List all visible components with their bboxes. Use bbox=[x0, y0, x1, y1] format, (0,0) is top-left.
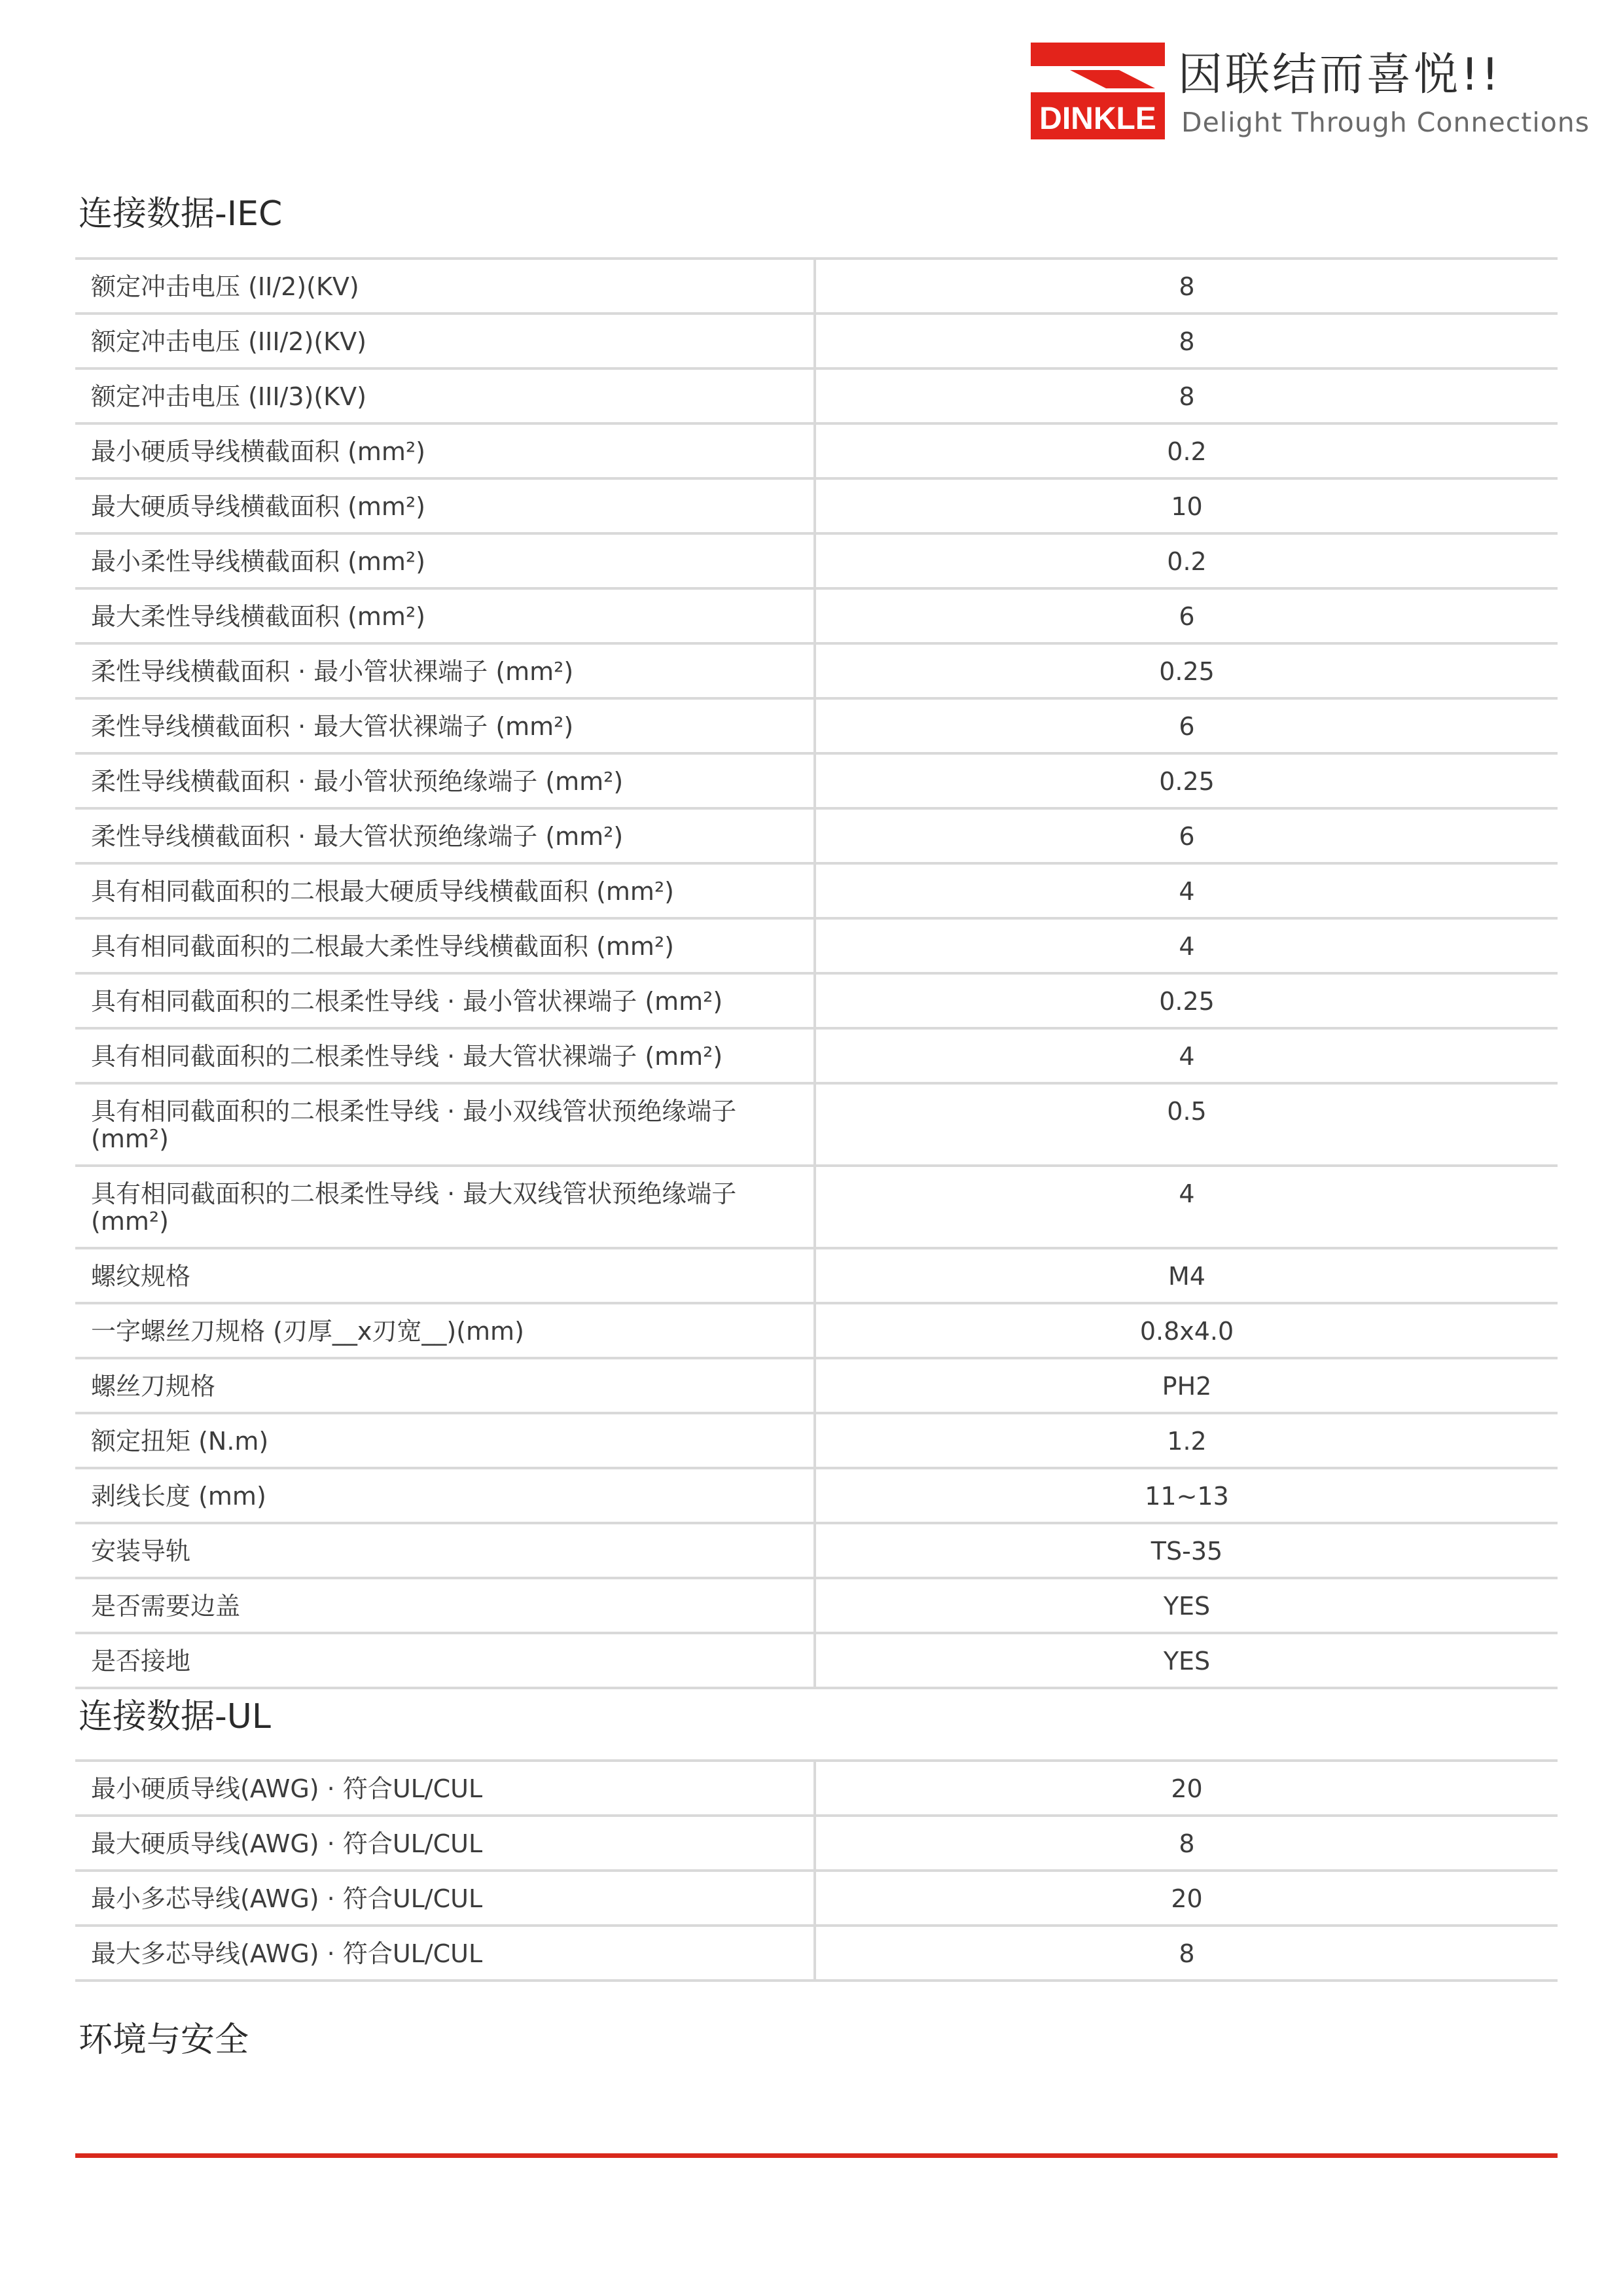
spec-row bbox=[75, 643, 1558, 698]
spec-label: 最小硬质导线(AWG) · 符合UL/CUL bbox=[75, 1761, 815, 1816]
ul-spec-table bbox=[75, 1759, 1558, 1982]
logo-slogan-cn: 因联结而喜悦!! bbox=[1178, 49, 1502, 101]
spec-value: M4 bbox=[815, 1248, 1558, 1303]
spec-row bbox=[75, 1028, 1558, 1083]
spec-label: 柔性导线横截面积 · 最小管状预绝缘端子 (mm²) bbox=[75, 753, 815, 808]
spec-value: YES bbox=[815, 1578, 1558, 1633]
spec-value: 0.2 bbox=[815, 423, 1558, 478]
logo-slogan-en: Delight Through Connections bbox=[1181, 107, 1590, 138]
spec-row bbox=[75, 863, 1558, 918]
spec-row bbox=[75, 478, 1558, 533]
spec-value: 6 bbox=[815, 698, 1558, 753]
spec-value: 8 bbox=[815, 368, 1558, 423]
spec-value: 0.25 bbox=[815, 973, 1558, 1028]
spec-label: 额定扭矩 (N.m) bbox=[75, 1413, 815, 1468]
iec-spec-table-body bbox=[75, 259, 1558, 1688]
spec-value: 0.25 bbox=[815, 753, 1558, 808]
spec-label: 具有相同截面积的二根柔性导线 · 最大管状裸端子 (mm²) bbox=[75, 1028, 815, 1083]
spec-label: 额定冲击电压 (III/3)(KV) bbox=[75, 368, 815, 423]
spec-label: 最小柔性导线横截面积 (mm²) bbox=[75, 533, 815, 588]
spec-label: 额定冲击电压 (III/2)(KV) bbox=[75, 314, 815, 368]
spec-label: 具有相同截面积的二根最大硬质导线横截面积 (mm²) bbox=[75, 863, 815, 918]
spec-row bbox=[75, 1358, 1558, 1413]
spec-value: 11~13 bbox=[815, 1468, 1558, 1523]
spec-row bbox=[75, 1083, 1558, 1166]
spec-value: 0.2 bbox=[815, 533, 1558, 588]
spec-label: 最大硬质导线横截面积 (mm²) bbox=[75, 478, 815, 533]
spec-label: 具有相同截面积的二根柔性导线 · 最小管状裸端子 (mm²) bbox=[75, 973, 815, 1028]
logo-brand-text: DINKLE bbox=[1039, 101, 1156, 136]
spec-value: 8 bbox=[815, 1926, 1558, 1981]
spec-label: 是否需要边盖 bbox=[75, 1578, 815, 1633]
spec-value: 20 bbox=[815, 1871, 1558, 1926]
spec-row bbox=[75, 423, 1558, 478]
spec-row bbox=[75, 259, 1558, 314]
spec-value: YES bbox=[815, 1633, 1558, 1688]
spec-row bbox=[75, 1578, 1558, 1633]
footer-red-rule bbox=[75, 2153, 1558, 2158]
spec-row bbox=[75, 1816, 1558, 1871]
spec-label: 螺丝刀规格 bbox=[75, 1358, 815, 1413]
spec-row bbox=[75, 1633, 1558, 1688]
spec-value: 1.2 bbox=[815, 1413, 1558, 1468]
spec-label: 具有相同截面积的二根柔性导线 · 最小双线管状预绝缘端子 (mm²) bbox=[75, 1083, 815, 1166]
spec-value: 8 bbox=[815, 1816, 1558, 1871]
dinkle-logo bbox=[1031, 43, 1590, 141]
spec-row bbox=[75, 1926, 1558, 1981]
spec-value: 0.25 bbox=[815, 643, 1558, 698]
spec-row bbox=[75, 1413, 1558, 1468]
spec-row bbox=[75, 973, 1558, 1028]
spec-row bbox=[75, 1761, 1558, 1816]
spec-label: 最大硬质导线(AWG) · 符合UL/CUL bbox=[75, 1816, 815, 1871]
spec-label: 最大多芯导线(AWG) · 符合UL/CUL bbox=[75, 1926, 815, 1981]
spec-row bbox=[75, 1468, 1558, 1523]
spec-value: 10 bbox=[815, 478, 1558, 533]
spec-value: 8 bbox=[815, 314, 1558, 368]
ul-spec-table-body bbox=[75, 1761, 1558, 1981]
spec-label: 最小硬质导线横截面积 (mm²) bbox=[75, 423, 815, 478]
spec-label: 最大柔性导线横截面积 (mm²) bbox=[75, 588, 815, 643]
spec-row bbox=[75, 808, 1558, 863]
spec-value: 4 bbox=[815, 1028, 1558, 1083]
spec-value: 6 bbox=[815, 808, 1558, 863]
spec-value: 8 bbox=[815, 259, 1558, 314]
section-title-ul: 连接数据-UL bbox=[79, 1697, 271, 1736]
section-title-environment: 环境与安全 bbox=[79, 2020, 249, 2060]
spec-value: 6 bbox=[815, 588, 1558, 643]
spec-value: 4 bbox=[815, 1166, 1558, 1248]
spec-row bbox=[75, 1248, 1558, 1303]
spec-row bbox=[75, 918, 1558, 973]
spec-value: 4 bbox=[815, 863, 1558, 918]
spec-row bbox=[75, 588, 1558, 643]
spec-label: 具有相同截面积的二根最大柔性导线横截面积 (mm²) bbox=[75, 918, 815, 973]
spec-label: 安装导轨 bbox=[75, 1523, 815, 1578]
spec-row bbox=[75, 533, 1558, 588]
spec-label: 柔性导线横截面积 · 最大管状裸端子 (mm²) bbox=[75, 698, 815, 753]
spec-row bbox=[75, 1166, 1558, 1248]
iec-spec-table bbox=[75, 257, 1558, 1689]
spec-row bbox=[75, 1303, 1558, 1358]
spec-row bbox=[75, 1871, 1558, 1926]
spec-label: 剥线长度 (mm) bbox=[75, 1468, 815, 1523]
spec-row bbox=[75, 753, 1558, 808]
spec-row bbox=[75, 368, 1558, 423]
spec-label: 具有相同截面积的二根柔性导线 · 最大双线管状预绝缘端子 (mm²) bbox=[75, 1166, 815, 1248]
spec-row bbox=[75, 314, 1558, 368]
spec-label: 柔性导线横截面积 · 最小管状裸端子 (mm²) bbox=[75, 643, 815, 698]
spec-value: TS-35 bbox=[815, 1523, 1558, 1578]
spec-label: 是否接地 bbox=[75, 1633, 815, 1688]
spec-value: PH2 bbox=[815, 1358, 1558, 1413]
spec-label: 一字螺丝刀规格 (刃厚__x刃宽__)(mm) bbox=[75, 1303, 815, 1358]
spec-row bbox=[75, 1523, 1558, 1578]
spec-label: 最小多芯导线(AWG) · 符合UL/CUL bbox=[75, 1871, 815, 1926]
spec-value: 20 bbox=[815, 1761, 1558, 1816]
spec-value: 0.8x4.0 bbox=[815, 1303, 1558, 1358]
section-title-iec: 连接数据-IEC bbox=[79, 194, 283, 234]
spec-label: 额定冲击电压 (II/2)(KV) bbox=[75, 259, 815, 314]
spec-row bbox=[75, 698, 1558, 753]
spec-label: 螺纹规格 bbox=[75, 1248, 815, 1303]
spec-value: 0.5 bbox=[815, 1083, 1558, 1166]
spec-label: 柔性导线横截面积 · 最大管状预绝缘端子 (mm²) bbox=[75, 808, 815, 863]
spec-value: 4 bbox=[815, 918, 1558, 973]
